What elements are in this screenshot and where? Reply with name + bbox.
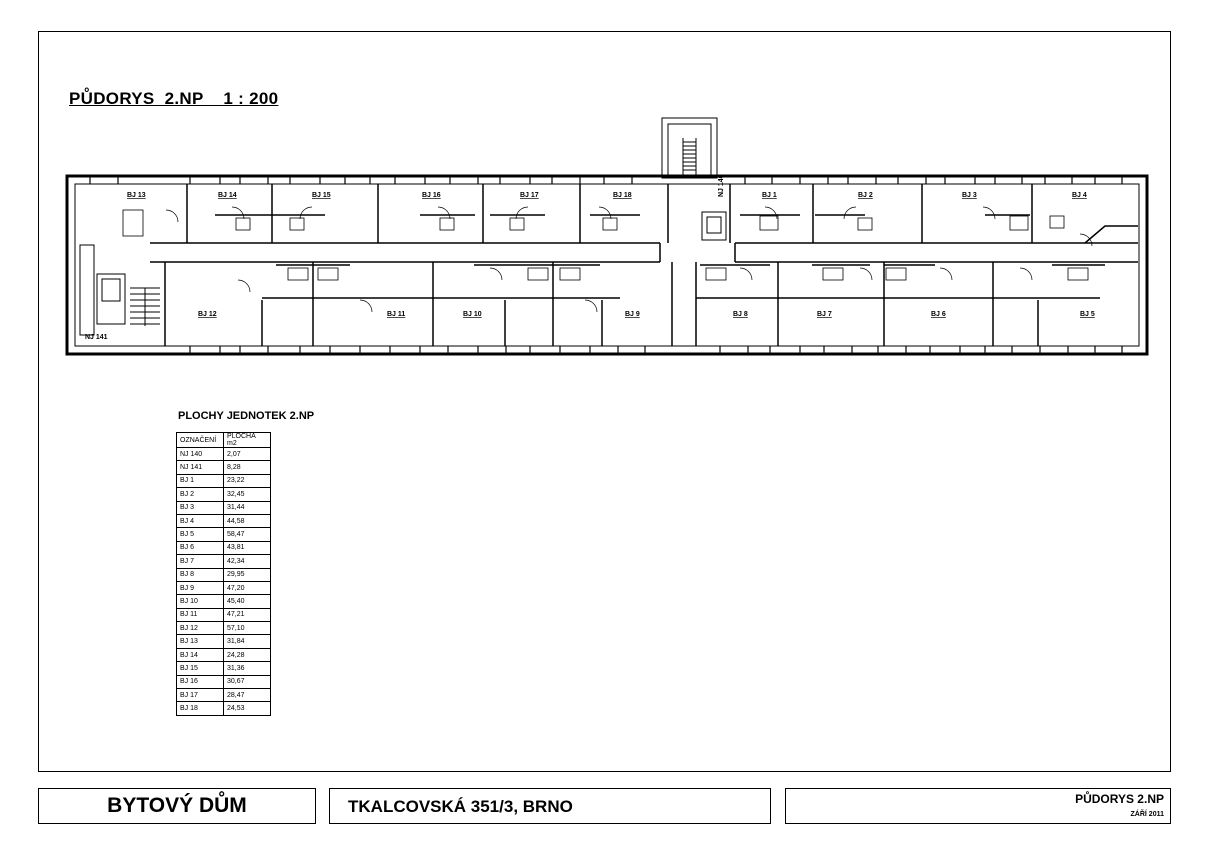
door-swings [166, 207, 1092, 312]
table-row [177, 461, 271, 474]
unit-area: 29,95 [224, 568, 271, 581]
nj141-label: NJ 141 [85, 334, 108, 341]
unit-label: BJ 15 [312, 192, 331, 199]
unit-designation: BJ 8 [177, 568, 224, 581]
unit-designation: BJ 7 [177, 555, 224, 568]
unit-area: 8,28 [224, 461, 271, 474]
unit-label: BJ 16 [422, 192, 441, 199]
unit-designation: NJ 140 [177, 448, 224, 461]
drawing-info-box [785, 788, 1171, 824]
unit-area: 58,47 [224, 528, 271, 541]
building-box [38, 788, 316, 824]
header-area: PLOCHA m2 [224, 433, 271, 448]
unit-designation: BJ 2 [177, 488, 224, 501]
areas-table [176, 432, 271, 716]
table-row [177, 635, 271, 648]
unit-designation: BJ 17 [177, 689, 224, 702]
stair-tower [662, 118, 717, 178]
table-row [177, 702, 271, 715]
table-row [177, 528, 271, 541]
unit-designation: BJ 13 [177, 635, 224, 648]
nj140-label: NJ 140 [718, 174, 725, 197]
unit-label: BJ 13 [127, 192, 146, 199]
unit-area: 31,36 [224, 662, 271, 675]
unit-area: 28,47 [224, 689, 271, 702]
unit-area: 47,21 [224, 608, 271, 621]
header-designation: OZNAČENÍ [177, 433, 224, 448]
unit-designation: BJ 15 [177, 662, 224, 675]
unit-area: 30,67 [224, 675, 271, 688]
table-row [177, 448, 271, 461]
unit-designation: BJ 9 [177, 581, 224, 594]
upper-unit-labels [127, 192, 1087, 199]
table-row [177, 474, 271, 487]
unit-label: BJ 4 [1072, 192, 1087, 199]
unit-area: 31,84 [224, 635, 271, 648]
unit-designation: BJ 3 [177, 501, 224, 514]
areas-table-header [177, 433, 271, 448]
table-row [177, 581, 271, 594]
unit-label: BJ 11 [387, 311, 406, 318]
unit-label: BJ 3 [962, 192, 977, 199]
unit-area: 31,44 [224, 501, 271, 514]
unit-area: 23,22 [224, 474, 271, 487]
unit-designation: NJ 141 [177, 461, 224, 474]
unit-label: BJ 1 [762, 192, 777, 199]
drawing-name: PŮDORYS 2.NP [1075, 792, 1164, 806]
table-row [177, 488, 271, 501]
unit-designation: BJ 12 [177, 622, 224, 635]
table-row [177, 555, 271, 568]
unit-label: BJ 17 [520, 192, 539, 199]
bathroom-fixtures [123, 210, 1088, 280]
drawing-date: ZÁŘÍ 2011 [1130, 811, 1164, 818]
windows [90, 176, 1122, 354]
unit-label: BJ 8 [733, 311, 748, 318]
lower-partitions [165, 262, 1105, 346]
address: TKALCOVSKÁ 351/3, BRNO [348, 797, 573, 816]
unit-area: 32,45 [224, 488, 271, 501]
table-row [177, 541, 271, 554]
unit-designation: BJ 10 [177, 595, 224, 608]
left-stair [80, 245, 160, 335]
table-row [177, 689, 271, 702]
unit-designation: BJ 4 [177, 514, 224, 527]
table-row [177, 675, 271, 688]
unit-label: BJ 5 [1080, 311, 1095, 318]
unit-label: BJ 12 [198, 311, 217, 318]
lower-unit-labels [198, 311, 1095, 318]
building-outline [67, 176, 1147, 354]
unit-area: 24,28 [224, 648, 271, 661]
table-row [177, 662, 271, 675]
unit-area: 42,34 [224, 555, 271, 568]
table-row [177, 514, 271, 527]
table-row [177, 608, 271, 621]
drawing-title: PŮDORYS 2.NP 1 : 200 [69, 89, 279, 108]
unit-designation: BJ 6 [177, 541, 224, 554]
building-name: BYTOVÝ DŮM [107, 794, 247, 817]
unit-area: 24,53 [224, 702, 271, 715]
unit-area: 45,40 [224, 595, 271, 608]
unit-label: BJ 10 [463, 311, 482, 318]
unit-label: BJ 18 [613, 192, 632, 199]
unit-label: BJ 14 [218, 192, 237, 199]
unit-designation: BJ 16 [177, 675, 224, 688]
table-row [177, 648, 271, 661]
address-box [329, 788, 771, 824]
unit-label: BJ 7 [817, 311, 832, 318]
unit-designation: BJ 1 [177, 474, 224, 487]
unit-area: 57,10 [224, 622, 271, 635]
table-row [177, 622, 271, 635]
table-row [177, 595, 271, 608]
table-row [177, 568, 271, 581]
corridor [150, 243, 1138, 262]
lift-nj140 [702, 212, 726, 240]
unit-area: 2,07 [224, 448, 271, 461]
unit-designation: BJ 14 [177, 648, 224, 661]
unit-area: 44,58 [224, 514, 271, 527]
unit-area: 47,20 [224, 581, 271, 594]
unit-label: BJ 9 [625, 311, 640, 318]
areas-table-title: PLOCHY JEDNOTEK 2.NP [178, 410, 315, 422]
unit-area: 43,81 [224, 541, 271, 554]
unit-label: BJ 2 [858, 192, 873, 199]
unit-designation: BJ 11 [177, 608, 224, 621]
unit-designation: BJ 5 [177, 528, 224, 541]
unit-label: BJ 6 [931, 311, 946, 318]
unit-designation: BJ 18 [177, 702, 224, 715]
table-row [177, 501, 271, 514]
